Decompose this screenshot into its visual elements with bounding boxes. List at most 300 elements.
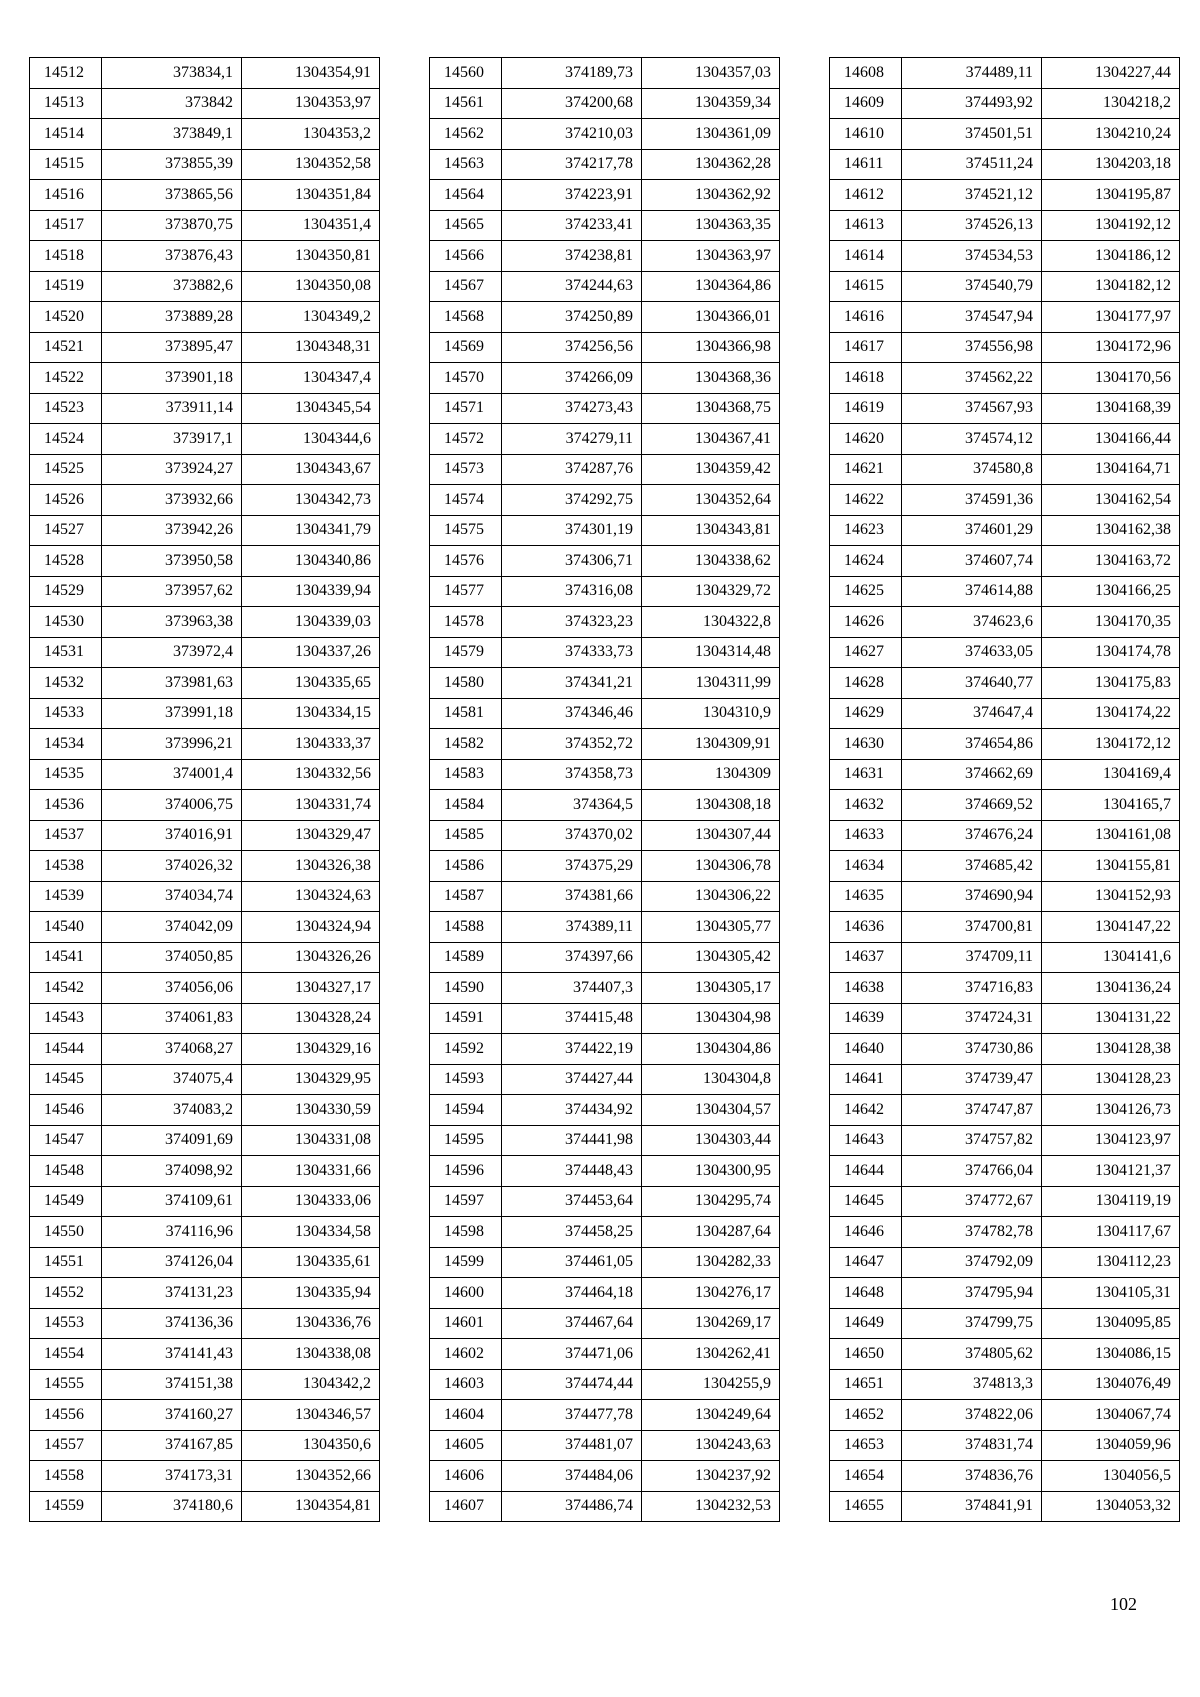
table-row <box>430 424 780 455</box>
table-row <box>430 1247 780 1278</box>
x-coordinate-cell: 374091,69 <box>102 1125 242 1156</box>
point-number-cell: 14642 <box>830 1095 902 1126</box>
table-row <box>430 698 780 729</box>
x-coordinate-cell: 373842 <box>102 88 242 119</box>
y-coordinate-cell: 1304362,28 <box>642 149 780 180</box>
table-row <box>830 210 1180 241</box>
point-number-cell: 14575 <box>430 515 502 546</box>
y-coordinate-cell: 1304343,67 <box>242 454 380 485</box>
table-row <box>830 729 1180 760</box>
point-number-cell: 14652 <box>830 1400 902 1431</box>
point-number-cell: 14582 <box>430 729 502 760</box>
y-coordinate-cell: 1304123,97 <box>1042 1125 1180 1156</box>
y-coordinate-cell: 1304322,8 <box>642 607 780 638</box>
table-row <box>30 1186 380 1217</box>
x-coordinate-cell: 374397,66 <box>502 942 642 973</box>
x-coordinate-cell: 374370,02 <box>502 820 642 851</box>
y-coordinate-cell: 1304345,54 <box>242 393 380 424</box>
x-coordinate-cell: 374279,11 <box>502 424 642 455</box>
point-number-cell: 14559 <box>30 1491 102 1522</box>
x-coordinate-cell: 374484,06 <box>502 1461 642 1492</box>
y-coordinate-cell: 1304117,67 <box>1042 1217 1180 1248</box>
x-coordinate-cell: 374273,43 <box>502 393 642 424</box>
x-coordinate-cell: 374739,47 <box>902 1064 1042 1095</box>
y-coordinate-cell: 1304282,33 <box>642 1247 780 1278</box>
table-row <box>430 1034 780 1065</box>
x-coordinate-cell: 374782,78 <box>902 1217 1042 1248</box>
table-row <box>830 1491 1180 1522</box>
point-number-cell: 14604 <box>430 1400 502 1431</box>
y-coordinate-cell: 1304287,64 <box>642 1217 780 1248</box>
x-coordinate-cell: 374591,36 <box>902 485 1042 516</box>
table-row <box>830 454 1180 485</box>
table-row <box>30 1369 380 1400</box>
table-row <box>30 668 380 699</box>
table-row <box>430 637 780 668</box>
y-coordinate-cell: 1304086,15 <box>1042 1339 1180 1370</box>
y-coordinate-cell: 1304350,81 <box>242 241 380 272</box>
x-coordinate-cell: 373917,1 <box>102 424 242 455</box>
y-coordinate-cell: 1304351,84 <box>242 180 380 211</box>
x-coordinate-cell: 374647,4 <box>902 698 1042 729</box>
table-row <box>830 1430 1180 1461</box>
point-number-cell: 14633 <box>830 820 902 851</box>
y-coordinate-cell: 1304332,56 <box>242 759 380 790</box>
x-coordinate-cell: 374301,19 <box>502 515 642 546</box>
point-number-cell: 14587 <box>430 881 502 912</box>
table-row <box>30 942 380 973</box>
x-coordinate-cell: 373911,14 <box>102 393 242 424</box>
table-row <box>830 546 1180 577</box>
y-coordinate-cell: 1304342,2 <box>242 1369 380 1400</box>
table-row <box>30 88 380 119</box>
table-row <box>30 119 380 150</box>
table-row <box>30 1247 380 1278</box>
table-row <box>830 1003 1180 1034</box>
x-coordinate-cell: 374700,81 <box>902 912 1042 943</box>
table-row <box>430 576 780 607</box>
y-coordinate-cell: 1304162,54 <box>1042 485 1180 516</box>
x-coordinate-cell: 374562,22 <box>902 363 1042 394</box>
point-number-cell: 14594 <box>430 1095 502 1126</box>
table-row <box>830 1034 1180 1065</box>
y-coordinate-cell: 1304305,42 <box>642 942 780 973</box>
table-row <box>30 1339 380 1370</box>
y-coordinate-cell: 1304218,2 <box>1042 88 1180 119</box>
x-coordinate-cell: 374223,91 <box>502 180 642 211</box>
point-number-cell: 14541 <box>30 942 102 973</box>
x-coordinate-cell: 374200,68 <box>502 88 642 119</box>
point-number-cell: 14527 <box>30 515 102 546</box>
point-number-cell: 14550 <box>30 1217 102 1248</box>
point-number-cell: 14568 <box>430 302 502 333</box>
y-coordinate-cell: 1304335,94 <box>242 1278 380 1309</box>
table-row <box>430 851 780 882</box>
y-coordinate-cell: 1304164,71 <box>1042 454 1180 485</box>
point-number-cell: 14603 <box>430 1369 502 1400</box>
y-coordinate-cell: 1304362,92 <box>642 180 780 211</box>
point-number-cell: 14574 <box>430 485 502 516</box>
table-row <box>30 759 380 790</box>
point-number-cell: 14525 <box>30 454 102 485</box>
y-coordinate-cell: 1304352,66 <box>242 1461 380 1492</box>
x-coordinate-cell: 374574,12 <box>902 424 1042 455</box>
x-coordinate-cell: 374131,23 <box>102 1278 242 1309</box>
y-coordinate-cell: 1304339,03 <box>242 607 380 638</box>
table-row <box>830 302 1180 333</box>
table-row <box>430 485 780 516</box>
point-number-cell: 14627 <box>830 637 902 668</box>
table-row <box>830 88 1180 119</box>
table-row <box>30 1064 380 1095</box>
point-number-cell: 14595 <box>430 1125 502 1156</box>
table-row <box>430 393 780 424</box>
y-coordinate-cell: 1304300,95 <box>642 1156 780 1187</box>
table-row <box>30 210 380 241</box>
x-coordinate-cell: 374461,05 <box>502 1247 642 1278</box>
table-row <box>30 1278 380 1309</box>
y-coordinate-cell: 1304128,23 <box>1042 1064 1180 1095</box>
x-coordinate-cell: 374427,44 <box>502 1064 642 1095</box>
point-number-cell: 14600 <box>430 1278 502 1309</box>
table-row <box>830 1186 1180 1217</box>
point-number-cell: 14580 <box>430 668 502 699</box>
y-coordinate-cell: 1304354,81 <box>242 1491 380 1522</box>
x-coordinate-cell: 374180,6 <box>102 1491 242 1522</box>
table-row <box>430 180 780 211</box>
x-coordinate-cell: 374238,81 <box>502 241 642 272</box>
point-number-cell: 14554 <box>30 1339 102 1370</box>
y-coordinate-cell: 1304359,42 <box>642 454 780 485</box>
x-coordinate-cell: 374434,92 <box>502 1095 642 1126</box>
table-row <box>430 1400 780 1431</box>
point-number-cell: 14634 <box>830 851 902 882</box>
y-coordinate-cell: 1304351,4 <box>242 210 380 241</box>
point-number-cell: 14635 <box>830 881 902 912</box>
x-coordinate-cell: 374056,06 <box>102 973 242 1004</box>
point-number-cell: 14614 <box>830 241 902 272</box>
table-row <box>430 1156 780 1187</box>
point-number-cell: 14605 <box>430 1430 502 1461</box>
table-row <box>830 1278 1180 1309</box>
table-row <box>830 668 1180 699</box>
point-number-cell: 14602 <box>430 1339 502 1370</box>
x-coordinate-cell: 374151,38 <box>102 1369 242 1400</box>
x-coordinate-cell: 374654,86 <box>902 729 1042 760</box>
y-coordinate-cell: 1304192,12 <box>1042 210 1180 241</box>
point-number-cell: 14569 <box>430 332 502 363</box>
point-number-cell: 14515 <box>30 149 102 180</box>
x-coordinate-cell: 373963,38 <box>102 607 242 638</box>
point-number-cell: 14643 <box>830 1125 902 1156</box>
point-number-cell: 14611 <box>830 149 902 180</box>
point-number-cell: 14608 <box>830 58 902 89</box>
x-coordinate-cell: 373924,27 <box>102 454 242 485</box>
point-number-cell: 14522 <box>30 363 102 394</box>
point-number-cell: 14557 <box>30 1430 102 1461</box>
y-coordinate-cell: 1304249,64 <box>642 1400 780 1431</box>
table-row <box>30 1034 380 1065</box>
x-coordinate-cell: 374160,27 <box>102 1400 242 1431</box>
y-coordinate-cell: 1304304,86 <box>642 1034 780 1065</box>
x-coordinate-cell: 374792,09 <box>902 1247 1042 1278</box>
table-row <box>30 58 380 89</box>
point-number-cell: 14655 <box>830 1491 902 1522</box>
table-row <box>30 1400 380 1431</box>
point-number-cell: 14571 <box>430 393 502 424</box>
y-coordinate-cell: 1304243,63 <box>642 1430 780 1461</box>
point-number-cell: 14524 <box>30 424 102 455</box>
table-row <box>830 1308 1180 1339</box>
x-coordinate-cell: 374841,91 <box>902 1491 1042 1522</box>
x-coordinate-cell: 374453,64 <box>502 1186 642 1217</box>
table-row <box>430 1217 780 1248</box>
y-coordinate-cell: 1304331,74 <box>242 790 380 821</box>
table-row <box>430 820 780 851</box>
table-row <box>830 912 1180 943</box>
table-row <box>30 851 380 882</box>
point-number-cell: 14584 <box>430 790 502 821</box>
x-coordinate-cell: 374116,96 <box>102 1217 242 1248</box>
y-coordinate-cell: 1304338,62 <box>642 546 780 577</box>
x-coordinate-cell: 374614,88 <box>902 576 1042 607</box>
table-row <box>30 546 380 577</box>
table-row <box>830 1461 1180 1492</box>
y-coordinate-cell: 1304311,99 <box>642 668 780 699</box>
point-number-cell: 14576 <box>430 546 502 577</box>
y-coordinate-cell: 1304353,2 <box>242 119 380 150</box>
x-coordinate-cell: 374772,67 <box>902 1186 1042 1217</box>
table-row <box>830 698 1180 729</box>
y-coordinate-cell: 1304053,32 <box>1042 1491 1180 1522</box>
x-coordinate-cell: 374389,11 <box>502 912 642 943</box>
table-row <box>830 363 1180 394</box>
point-number-cell: 14617 <box>830 332 902 363</box>
point-number-cell: 14597 <box>430 1186 502 1217</box>
table-row <box>430 1461 780 1492</box>
point-number-cell: 14552 <box>30 1278 102 1309</box>
y-coordinate-cell: 1304112,23 <box>1042 1247 1180 1278</box>
table-row <box>30 1491 380 1522</box>
table-row <box>30 1217 380 1248</box>
y-coordinate-cell: 1304308,18 <box>642 790 780 821</box>
y-coordinate-cell: 1304174,22 <box>1042 698 1180 729</box>
y-coordinate-cell: 1304304,8 <box>642 1064 780 1095</box>
x-coordinate-cell: 374210,03 <box>502 119 642 150</box>
x-coordinate-cell: 373889,28 <box>102 302 242 333</box>
y-coordinate-cell: 1304338,08 <box>242 1339 380 1370</box>
point-number-cell: 14555 <box>30 1369 102 1400</box>
table-row <box>430 973 780 1004</box>
point-number-cell: 14579 <box>430 637 502 668</box>
table-row <box>830 1156 1180 1187</box>
x-coordinate-cell: 374757,82 <box>902 1125 1042 1156</box>
y-coordinate-cell: 1304329,47 <box>242 820 380 851</box>
y-coordinate-cell: 1304306,78 <box>642 851 780 882</box>
y-coordinate-cell: 1304350,6 <box>242 1430 380 1461</box>
x-coordinate-cell: 374287,76 <box>502 454 642 485</box>
x-coordinate-cell: 374540,79 <box>902 271 1042 302</box>
x-coordinate-cell: 373996,21 <box>102 729 242 760</box>
point-number-cell: 14649 <box>830 1308 902 1339</box>
x-coordinate-cell: 373950,58 <box>102 546 242 577</box>
point-number-cell: 14645 <box>830 1186 902 1217</box>
table-row <box>830 58 1180 89</box>
point-number-cell: 14562 <box>430 119 502 150</box>
table-row <box>830 1217 1180 1248</box>
table-row <box>430 1278 780 1309</box>
y-coordinate-cell: 1304331,66 <box>242 1156 380 1187</box>
x-coordinate-cell: 373991,18 <box>102 698 242 729</box>
x-coordinate-cell: 374822,06 <box>902 1400 1042 1431</box>
point-number-cell: 14529 <box>30 576 102 607</box>
x-coordinate-cell: 374547,94 <box>902 302 1042 333</box>
point-number-cell: 14535 <box>30 759 102 790</box>
point-number-cell: 14626 <box>830 607 902 638</box>
x-coordinate-cell: 374676,24 <box>902 820 1042 851</box>
x-coordinate-cell: 373981,63 <box>102 668 242 699</box>
point-number-cell: 14533 <box>30 698 102 729</box>
x-coordinate-cell: 374501,51 <box>902 119 1042 150</box>
coordinates-table-3 <box>829 57 1180 1522</box>
y-coordinate-cell: 1304363,97 <box>642 241 780 272</box>
y-coordinate-cell: 1304343,81 <box>642 515 780 546</box>
x-coordinate-cell: 373876,43 <box>102 241 242 272</box>
table-row <box>830 1247 1180 1278</box>
point-number-cell: 14654 <box>830 1461 902 1492</box>
x-coordinate-cell: 374256,56 <box>502 332 642 363</box>
x-coordinate-cell: 374358,73 <box>502 759 642 790</box>
y-coordinate-cell: 1304237,92 <box>642 1461 780 1492</box>
y-coordinate-cell: 1304329,72 <box>642 576 780 607</box>
y-coordinate-cell: 1304105,31 <box>1042 1278 1180 1309</box>
x-coordinate-cell: 374831,74 <box>902 1430 1042 1461</box>
y-coordinate-cell: 1304333,06 <box>242 1186 380 1217</box>
y-coordinate-cell: 1304147,22 <box>1042 912 1180 943</box>
y-coordinate-cell: 1304334,58 <box>242 1217 380 1248</box>
table-row <box>30 607 380 638</box>
table-row <box>30 363 380 394</box>
x-coordinate-cell: 374364,5 <box>502 790 642 821</box>
table-row <box>830 393 1180 424</box>
x-coordinate-cell: 374001,4 <box>102 759 242 790</box>
x-coordinate-cell: 374633,05 <box>902 637 1042 668</box>
x-coordinate-cell: 374467,64 <box>502 1308 642 1339</box>
point-number-cell: 14546 <box>30 1095 102 1126</box>
point-number-cell: 14623 <box>830 515 902 546</box>
y-coordinate-cell: 1304326,26 <box>242 942 380 973</box>
table-row <box>430 759 780 790</box>
x-coordinate-cell: 374464,18 <box>502 1278 642 1309</box>
x-coordinate-cell: 374083,2 <box>102 1095 242 1126</box>
table-row <box>830 1095 1180 1126</box>
x-coordinate-cell: 373895,47 <box>102 332 242 363</box>
table-row <box>30 729 380 760</box>
x-coordinate-cell: 374640,77 <box>902 668 1042 699</box>
y-coordinate-cell: 1304162,38 <box>1042 515 1180 546</box>
table-row <box>830 1064 1180 1095</box>
point-number-cell: 14618 <box>830 363 902 394</box>
x-coordinate-cell: 374068,27 <box>102 1034 242 1065</box>
point-number-cell: 14621 <box>830 454 902 485</box>
point-number-cell: 14648 <box>830 1278 902 1309</box>
x-coordinate-cell: 374716,83 <box>902 973 1042 1004</box>
table-row <box>30 576 380 607</box>
y-coordinate-cell: 1304170,35 <box>1042 607 1180 638</box>
y-coordinate-cell: 1304352,64 <box>642 485 780 516</box>
table-row <box>830 271 1180 302</box>
point-number-cell: 14532 <box>30 668 102 699</box>
point-number-cell: 14563 <box>430 149 502 180</box>
y-coordinate-cell: 1304255,9 <box>642 1369 780 1400</box>
y-coordinate-cell: 1304276,17 <box>642 1278 780 1309</box>
table-row <box>830 332 1180 363</box>
table-row <box>30 637 380 668</box>
x-coordinate-cell: 374795,94 <box>902 1278 1042 1309</box>
y-coordinate-cell: 1304175,83 <box>1042 668 1180 699</box>
table-row <box>830 637 1180 668</box>
y-coordinate-cell: 1304166,44 <box>1042 424 1180 455</box>
table-row <box>830 790 1180 821</box>
table-row <box>430 302 780 333</box>
point-number-cell: 14624 <box>830 546 902 577</box>
x-coordinate-cell: 374489,11 <box>902 58 1042 89</box>
x-coordinate-cell: 374346,46 <box>502 698 642 729</box>
table-row <box>830 424 1180 455</box>
point-number-cell: 14632 <box>830 790 902 821</box>
x-coordinate-cell: 374580,8 <box>902 454 1042 485</box>
y-coordinate-cell: 1304314,48 <box>642 637 780 668</box>
x-coordinate-cell: 374415,48 <box>502 1003 642 1034</box>
point-number-cell: 14609 <box>830 88 902 119</box>
y-coordinate-cell: 1304361,09 <box>642 119 780 150</box>
point-number-cell: 14530 <box>30 607 102 638</box>
x-coordinate-cell: 374189,73 <box>502 58 642 89</box>
x-coordinate-cell: 374375,29 <box>502 851 642 882</box>
x-coordinate-cell: 374016,91 <box>102 820 242 851</box>
point-number-cell: 14631 <box>830 759 902 790</box>
point-number-cell: 14586 <box>430 851 502 882</box>
point-number-cell: 14599 <box>430 1247 502 1278</box>
table-row <box>430 546 780 577</box>
point-number-cell: 14520 <box>30 302 102 333</box>
x-coordinate-cell: 374109,61 <box>102 1186 242 1217</box>
x-coordinate-cell: 374075,4 <box>102 1064 242 1095</box>
point-number-cell: 14612 <box>830 180 902 211</box>
x-coordinate-cell: 374407,3 <box>502 973 642 1004</box>
table-row <box>830 973 1180 1004</box>
y-coordinate-cell: 1304333,37 <box>242 729 380 760</box>
x-coordinate-cell: 373932,66 <box>102 485 242 516</box>
y-coordinate-cell: 1304262,41 <box>642 1339 780 1370</box>
table-row <box>30 1156 380 1187</box>
table-row <box>30 790 380 821</box>
y-coordinate-cell: 1304310,9 <box>642 698 780 729</box>
x-coordinate-cell: 373849,1 <box>102 119 242 150</box>
y-coordinate-cell: 1304232,53 <box>642 1491 780 1522</box>
table-row <box>430 942 780 973</box>
x-coordinate-cell: 374352,72 <box>502 729 642 760</box>
y-coordinate-cell: 1304324,94 <box>242 912 380 943</box>
point-number-cell: 14528 <box>30 546 102 577</box>
point-number-cell: 14521 <box>30 332 102 363</box>
table-row <box>30 485 380 516</box>
point-number-cell: 14641 <box>830 1064 902 1095</box>
y-coordinate-cell: 1304354,91 <box>242 58 380 89</box>
table-row <box>830 149 1180 180</box>
point-number-cell: 14583 <box>430 759 502 790</box>
x-coordinate-cell: 374266,09 <box>502 363 642 394</box>
